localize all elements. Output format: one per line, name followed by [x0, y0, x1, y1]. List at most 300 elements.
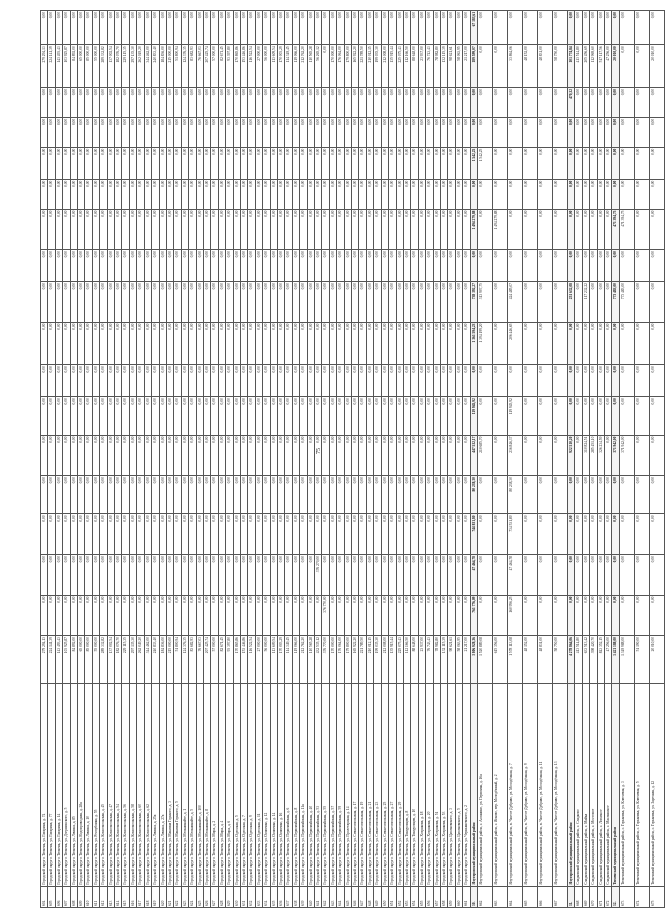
amount-cell: 0,00: [70, 147, 77, 179]
amount-cell: 0,00: [605, 179, 612, 209]
amount-cell: 98 621,61: [448, 636, 455, 684]
amount-cell: 0,00: [374, 179, 381, 209]
amount-cell: 0,00: [389, 435, 396, 476]
row-number-cell: 633: [255, 886, 262, 907]
amount-cell: 0,00: [649, 435, 664, 476]
amount-cell: 0,00: [381, 250, 388, 282]
table-row: [403, 11, 410, 908]
amount-cell: 0,00: [366, 595, 373, 636]
amount-cell: 0,00: [619, 11, 634, 45]
row-number-cell: 628: [218, 886, 225, 907]
amount-cell: 0,00: [278, 147, 285, 179]
amount-cell: 0,00: [240, 11, 247, 45]
address-cell: Городской округ г. Тюмень, ул. Комсомольская, д. 45: [100, 684, 107, 887]
amount-cell: 0,00: [329, 555, 336, 596]
amount-cell: 0,00: [181, 209, 188, 250]
amount-cell: 262 049,20: [137, 636, 144, 684]
amount-cell: 0,00: [492, 555, 507, 596]
amount-cell: 738 392,27: [470, 282, 477, 323]
amount-cell: 0,00: [634, 45, 649, 88]
amount-cell: 0,00: [366, 397, 373, 435]
amount-cell: 0,00: [248, 117, 255, 147]
amount-cell: 0,00: [270, 555, 277, 596]
amount-cell: 20 010,00: [649, 636, 664, 684]
amount-cell: 0,00: [189, 282, 196, 323]
amount-cell: 0,00: [411, 11, 418, 45]
amount-cell: 0,00: [166, 282, 173, 323]
amount-cell: 0,00: [226, 595, 233, 636]
amount-cell: 0,00: [619, 117, 634, 147]
amount-cell: 0,00: [166, 322, 173, 365]
amount-cell: 0,00: [605, 250, 612, 282]
amount-cell: 0,00: [203, 555, 210, 596]
amount-cell: 207 425,74: [203, 636, 210, 684]
amount-cell: 0,00: [152, 87, 159, 117]
amount-cell: 0,00: [307, 117, 314, 147]
amount-cell: 170 003,29: [278, 636, 285, 684]
amount-cell: 773 483,00: [612, 282, 619, 323]
amount-cell: 0,00: [575, 435, 582, 476]
amount-cell: 179 800,00: [344, 636, 351, 684]
amount-cell: 0,00: [418, 365, 425, 397]
amount-cell: 0,00: [85, 476, 92, 514]
amount-cell: 0,00: [92, 282, 99, 323]
amount-cell: 0,00: [403, 87, 410, 117]
amount-cell: 0,00: [492, 476, 507, 514]
amount-cell: 0,00: [329, 514, 336, 555]
amount-cell: 0,00: [122, 514, 129, 555]
amount-cell: 0,00: [137, 365, 144, 397]
amount-cell: 0,00: [522, 282, 537, 323]
row-number-cell: 607: [63, 886, 70, 907]
amount-cell: 0,00: [463, 117, 470, 147]
amount-cell: 0,00: [92, 11, 99, 45]
amount-cell: 0,00: [255, 365, 262, 397]
table-row: [352, 11, 359, 908]
amount-cell: 0,00: [55, 282, 62, 323]
amount-cell: 0,00: [41, 209, 48, 250]
amount-cell: 225 075,43: [396, 45, 403, 88]
amount-cell: 0,00: [582, 147, 589, 179]
amount-cell: 0,00: [590, 11, 597, 45]
amount-cell: 0,00: [389, 365, 396, 397]
amount-cell: 0,00: [152, 435, 159, 476]
amount-cell: 0,00: [649, 555, 664, 596]
amount-cell: 0,00: [463, 87, 470, 117]
amount-cell: 0,00: [107, 397, 114, 435]
address-cell: Городской округ г. Тюмень, ул. Первомайская, д. 59: [337, 684, 344, 887]
amount-cell: 0,00: [285, 322, 292, 365]
amount-cell: 0,00: [48, 179, 55, 209]
amount-cell: 0,00: [107, 179, 114, 209]
amount-cell: 153 446,86: [240, 636, 247, 684]
amount-cell: 0,00: [403, 209, 410, 250]
amount-cell: 0,00: [48, 282, 55, 323]
amount-cell: 0,00: [590, 514, 597, 555]
amount-cell: 0,00: [337, 11, 344, 45]
amount-cell: 0,00: [285, 209, 292, 250]
amount-cell: 165 922,20: [352, 45, 359, 88]
amount-cell: 0,00: [92, 117, 99, 147]
amount-cell: 0,00: [389, 250, 396, 282]
amount-cell: 0,00: [48, 322, 55, 365]
table-row: [255, 11, 262, 908]
table-row: [166, 11, 173, 908]
amount-cell: 0,00: [455, 365, 462, 397]
amount-cell: 0,00: [203, 282, 210, 323]
amount-cell: 0,00: [359, 435, 366, 476]
address-cell: Тюменский муниципальный район, с. Горьковка, ул. Заречная, д. 12: [649, 684, 664, 887]
amount-cell: 0,00: [70, 476, 77, 514]
amount-cell: 0,00: [48, 435, 55, 476]
amount-cell: 56 000,00: [263, 636, 270, 684]
amount-cell: 0,00: [285, 11, 292, 45]
amount-cell: 0,00: [152, 250, 159, 282]
amount-cell: 0,00: [240, 117, 247, 147]
amount-cell: 0,00: [233, 555, 240, 596]
table-row: [278, 11, 285, 908]
amount-cell: 0,00: [315, 365, 322, 397]
amount-cell: 0,00: [440, 435, 447, 476]
amount-cell: 0,00: [159, 365, 166, 397]
amount-cell: 0,00: [248, 11, 255, 45]
amount-cell: 0,00: [492, 397, 507, 435]
amount-cell: 0,00: [92, 397, 99, 435]
table-row: [552, 11, 567, 908]
row-number-cell: 614: [115, 886, 122, 907]
amount-cell: 0,00: [440, 397, 447, 435]
amount-cell: 184 836,00: [159, 45, 166, 88]
amount-cell: 0,00: [418, 555, 425, 596]
amount-cell: 0,00: [344, 11, 351, 45]
amount-cell: 0,00: [159, 147, 166, 179]
amount-cell: 0,00: [411, 555, 418, 596]
amount-cell: 124 376,35: [181, 636, 188, 684]
amount-cell: 0,00: [389, 209, 396, 250]
amount-cell: 0,00: [226, 282, 233, 323]
amount-cell: 0,00: [196, 435, 203, 476]
address-cell: Городской округ г. Тюмень, ул. Севастопольская, д. 21: [366, 684, 373, 887]
row-number-cell: 669: [582, 886, 589, 907]
amount-cell: 0,00: [144, 514, 151, 555]
amount-cell: 0,00: [270, 435, 277, 476]
amount-cell: 0,00: [85, 435, 92, 476]
address-cell: Городской округ г. Тюмень, ул. Республики, д. 55: [92, 684, 99, 887]
amount-cell: 0,00: [270, 514, 277, 555]
amount-cell: 0,00: [85, 365, 92, 397]
amount-cell: 0,00: [85, 555, 92, 596]
address-cell: Городской округ г. Тюмень, ул. Чернышевского, д. 2: [463, 684, 470, 887]
amount-cell: 0,00: [144, 117, 151, 147]
amount-cell: 0,00: [619, 250, 634, 282]
amount-cell: 0,00: [270, 282, 277, 323]
amount-cell: 0,00: [263, 87, 270, 117]
amount-cell: 0,00: [233, 87, 240, 117]
amount-cell: 0,00: [100, 397, 107, 435]
amount-cell: 0,00: [292, 179, 299, 209]
amount-cell: 4 278 864,06: [567, 636, 574, 684]
amount-cell: 48 152,00: [522, 636, 537, 684]
address-cell: Сладковский муниципальный район, с. Лопазное: [597, 684, 604, 887]
amount-cell: 0,00: [522, 595, 537, 636]
amount-cell: 0,00: [374, 476, 381, 514]
address-cell: Городской округ г. Тюмень, ул. Севастопольская, д. 27: [389, 684, 396, 887]
amount-cell: 0,00: [649, 147, 664, 179]
amount-cell: 0,00: [211, 595, 218, 636]
amount-cell: 0,00: [278, 365, 285, 397]
amount-cell: 0,00: [537, 250, 552, 282]
amount-cell: 0,00: [463, 11, 470, 45]
amount-cell: 67 183,61: [470, 11, 477, 45]
amount-cell: 0,00: [418, 87, 425, 117]
amount-cell: 0,00: [612, 322, 619, 365]
amount-cell: 0,00: [344, 282, 351, 323]
amount-cell: 0,00: [248, 282, 255, 323]
amount-cell: 297 135,30: [129, 45, 136, 88]
amount-cell: 0,00: [537, 435, 552, 476]
amount-cell: 0,00: [411, 435, 418, 476]
amount-cell: 0,00: [448, 11, 455, 45]
table-row: [575, 11, 582, 908]
amount-cell: 615 356,00: [492, 636, 507, 684]
amount-cell: 0,00: [166, 11, 173, 45]
amount-cell: 0,00: [492, 514, 507, 555]
amount-cell: 0,00: [292, 595, 299, 636]
amount-cell: 0,00: [292, 365, 299, 397]
amount-cell: 0,00: [159, 595, 166, 636]
row-number-cell: 637: [285, 886, 292, 907]
address-cell: Городской округ г. Тюмень, ул. Первомайская, д. 40: [307, 684, 314, 887]
amount-cell: 0,00: [418, 322, 425, 365]
amount-cell: 0,00: [344, 209, 351, 250]
amount-cell: 0,00: [389, 117, 396, 147]
amount-cell: 0,00: [359, 397, 366, 435]
address-cell: Городской округ г. Тюмень, ул. Циолковского, д. 3: [448, 684, 455, 887]
amount-cell: 0,00: [122, 209, 129, 250]
amount-cell: 0,00: [122, 322, 129, 365]
amount-cell: 0,00: [107, 595, 114, 636]
amount-cell: 0,00: [181, 365, 188, 397]
amount-cell: 0,00: [522, 11, 537, 45]
amount-cell: 0,00: [381, 117, 388, 147]
amount-cell: 0,00: [285, 435, 292, 476]
amount-cell: 0,00: [619, 87, 634, 117]
amount-cell: 0,00: [196, 282, 203, 323]
row-number-cell: 625: [196, 886, 203, 907]
amount-cell: 0,00: [366, 282, 373, 323]
amount-cell: 0,00: [78, 322, 85, 365]
amount-cell: 0,00: [196, 11, 203, 45]
amount-cell: 0,00: [137, 555, 144, 596]
amount-cell: 0,00: [159, 179, 166, 209]
amount-cell: 0,00: [322, 179, 329, 209]
amount-cell: 0,00: [322, 11, 329, 45]
amount-cell: 0,00: [597, 397, 604, 435]
amount-cell: 0,00: [255, 595, 262, 636]
amount-cell: 0,00: [582, 209, 589, 250]
amount-cell: 0,00: [455, 435, 462, 476]
address-cell: Городской округ г. Тюмень, ул. Комсомольская, д. 47: [107, 684, 114, 887]
amount-cell: 0,00: [359, 11, 366, 45]
amount-cell: 0,00: [166, 87, 173, 117]
amount-cell: 0,00: [189, 209, 196, 250]
row-number-cell: 660: [455, 886, 462, 907]
amount-cell: 0,00: [129, 209, 136, 250]
amount-cell: 0,00: [48, 147, 55, 179]
row-number-cell: 616: [129, 886, 136, 907]
amount-cell: 0,00: [440, 179, 447, 209]
amount-cell: 0,00: [166, 147, 173, 179]
amount-cell: 0,00: [455, 322, 462, 365]
amount-cell: 0,00: [218, 435, 225, 476]
amount-cell: 0,00: [492, 87, 507, 117]
amount-cell: 0,00: [181, 147, 188, 179]
amount-cell: 0,00: [537, 117, 552, 147]
amount-cell: 240 833,40: [152, 45, 159, 88]
table-row: [396, 11, 403, 908]
amount-cell: 0,00: [218, 250, 225, 282]
address-cell: Городской округ г. Тюмень, ул. Максима Горького, д. 5: [174, 684, 181, 887]
row-number-cell: 636: [278, 886, 285, 907]
amount-cell: 0,00: [92, 322, 99, 365]
amount-cell: 0,00: [307, 435, 314, 476]
amount-cell: 0,00: [492, 435, 507, 476]
amount-cell: 236 846,37: [507, 435, 522, 476]
amount-cell: 0,00: [597, 209, 604, 250]
amount-cell: 0,00: [634, 514, 649, 555]
amount-cell: 0,00: [440, 147, 447, 179]
amount-cell: 0,00: [226, 250, 233, 282]
address-cell: Ялуторовский муниципальный район, п. Чистое Дубраво, ул. Молодёжная, д. 11: [537, 684, 552, 887]
amount-cell: 0,00: [152, 322, 159, 365]
amount-cell: 0,00: [426, 87, 433, 117]
amount-cell: 0,00: [181, 282, 188, 323]
amount-cell: 0,00: [418, 250, 425, 282]
amount-cell: 0,00: [137, 397, 144, 435]
amount-cell: 0,00: [248, 250, 255, 282]
address-cell: Городской округ г. Тюмень, ул. Ленина, д. 27а: [159, 684, 166, 887]
amount-cell: 0,00: [285, 365, 292, 397]
amount-cell: 0,00: [329, 435, 336, 476]
row-number-cell: 621: [166, 886, 173, 907]
amount-cell: 0,00: [329, 397, 336, 435]
amount-cell: 0,00: [374, 87, 381, 117]
amount-cell: 210 685,70: [477, 435, 492, 476]
amount-cell: 0,00: [137, 595, 144, 636]
amount-cell: 0,00: [152, 514, 159, 555]
amount-cell: 744 831,80: [470, 514, 477, 555]
amount-cell: 0,00: [440, 250, 447, 282]
amount-cell: 0,00: [455, 179, 462, 209]
amount-cell: 0,00: [189, 476, 196, 514]
row-number-cell: 629: [226, 886, 233, 907]
amount-cell: 0,00: [70, 514, 77, 555]
amount-cell: 0,00: [537, 209, 552, 250]
amount-cell: 0,00: [270, 147, 277, 179]
amount-cell: 0,00: [255, 11, 262, 45]
table-row: [315, 11, 322, 908]
amount-cell: 0,00: [582, 179, 589, 209]
row-number-cell: 639: [300, 886, 307, 907]
amount-cell: 0,00: [270, 322, 277, 365]
amount-cell: 0,00: [278, 397, 285, 435]
amount-cell: 0,00: [337, 117, 344, 147]
amount-cell: 0,00: [381, 365, 388, 397]
amount-cell: 0,00: [174, 435, 181, 476]
amount-cell: 0,00: [233, 250, 240, 282]
amount-cell: 0,00: [463, 365, 470, 397]
amount-cell: 0,00: [418, 209, 425, 250]
amount-cell: 0,00: [196, 322, 203, 365]
amount-cell: 0,00: [582, 322, 589, 365]
amount-cell: 76 667,03: [196, 45, 203, 88]
amount-cell: 0,00: [396, 147, 403, 179]
amount-cell: 0,00: [597, 179, 604, 209]
amount-cell: 0,00: [85, 117, 92, 147]
amount-cell: 0,00: [292, 435, 299, 476]
amount-cell: 0,00: [248, 87, 255, 117]
amount-cell: 843 352,15: [597, 636, 604, 684]
amount-cell: 0,00: [374, 595, 381, 636]
amount-cell: 0,00: [248, 179, 255, 209]
amount-cell: 0,00: [448, 282, 455, 323]
amount-cell: 0,00: [455, 250, 462, 282]
amount-cell: 0,00: [411, 514, 418, 555]
amount-cell: 0,00: [322, 555, 329, 596]
amount-cell: 0,00: [189, 322, 196, 365]
amount-cell: 0,00: [582, 555, 589, 596]
amount-cell: 0,00: [181, 476, 188, 514]
amount-cell: 0,00: [240, 250, 247, 282]
amount-cell: 199 035,30: [374, 45, 381, 88]
amount-cell: 0,00: [181, 595, 188, 636]
address-cell: Городской округ г. Тюмень, ул. Пролетарская, д. 14: [344, 684, 351, 887]
amount-cell: 0,00: [196, 595, 203, 636]
amount-cell: 0,00: [107, 435, 114, 476]
amount-cell: 0,00: [196, 250, 203, 282]
amount-cell: 0,00: [396, 250, 403, 282]
amount-cell: 0,00: [203, 514, 210, 555]
amount-cell: 0,00: [226, 555, 233, 596]
amount-cell: 0,00: [575, 476, 582, 514]
amount-cell: 0,00: [634, 209, 649, 250]
amount-cell: 0,00: [403, 595, 410, 636]
amount-cell: 0,00: [152, 476, 159, 514]
amount-cell: 0,00: [159, 514, 166, 555]
amount-cell: 0,00: [48, 397, 55, 435]
amount-cell: 0,00: [63, 322, 70, 365]
amount-cell: 0,00: [292, 282, 299, 323]
amount-cell: 0,00: [396, 11, 403, 45]
amount-cell: 0,00: [597, 365, 604, 397]
amount-cell: 0,00: [55, 365, 62, 397]
amount-cell: 922 510,20: [567, 435, 574, 476]
amount-cell: 0,00: [137, 476, 144, 514]
amount-cell: 0,00: [522, 476, 537, 514]
amount-cell: 471 394,75: [612, 209, 619, 250]
amount-cell: 0,00: [278, 435, 285, 476]
amount-cell: 0,00: [211, 250, 218, 282]
amount-cell: 0,00: [344, 87, 351, 117]
amount-cell: 0,00: [403, 179, 410, 209]
amount-cell: 0,00: [41, 11, 48, 45]
address-cell: Городской округ г. Тюмень, ул. Комсомольская, д. 60: [137, 684, 144, 887]
amount-cell: 0,00: [218, 117, 225, 147]
amount-cell: 0,00: [285, 147, 292, 179]
table-row: [263, 11, 270, 908]
amount-cell: 0,00: [152, 365, 159, 397]
amount-cell: 0,00: [159, 209, 166, 250]
